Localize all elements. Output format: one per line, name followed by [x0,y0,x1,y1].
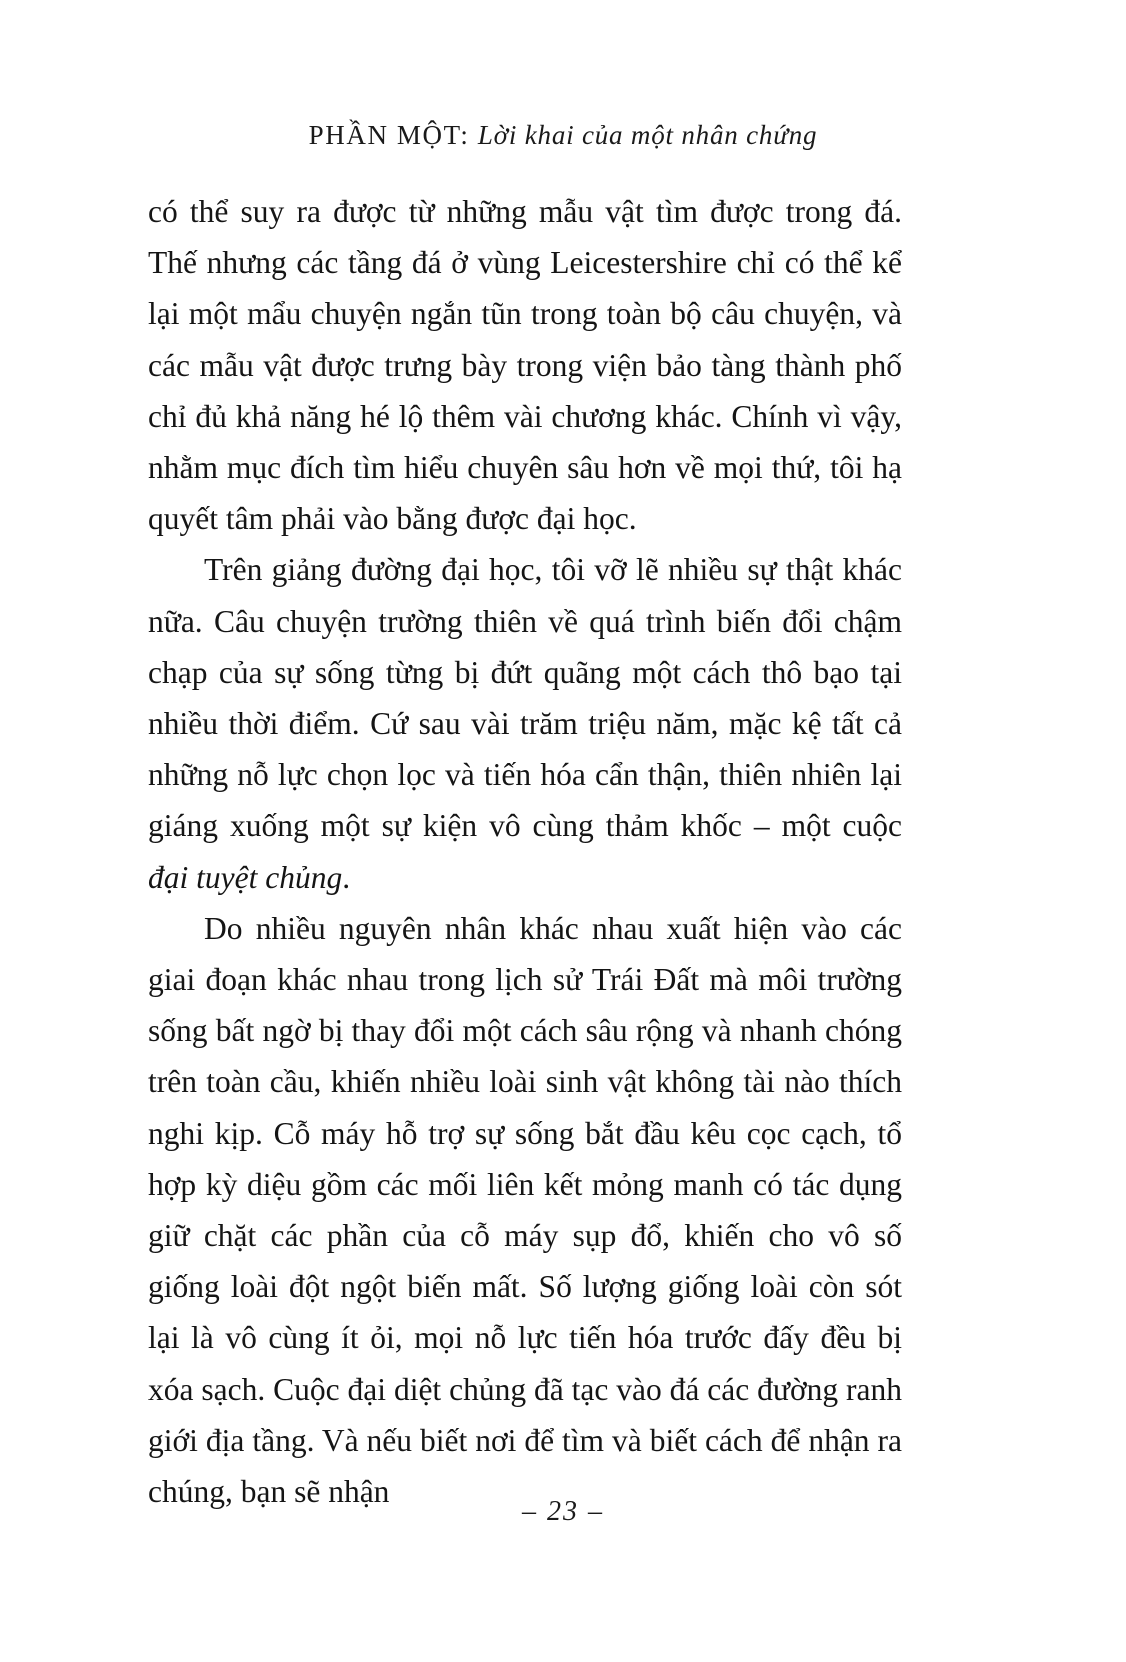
running-head-section-title: Lời khai của một nhân chứng [477,120,818,150]
running-head [0,118,1126,152]
running-head-part-label: PHẦN MỘT: [308,120,470,150]
paragraph-2-emphasis-dai-tuyet-chung: đại tuyệt chủng [148,859,343,895]
paragraph-3-run-1: Do nhiều nguyên nhân khác nhau xuất hiện vào các giai đoạn khác nhau trong lịch sử Trái Đất mà môi trường sống bất ngờ bị thay đổi một cách sâu rộng và nhanh chóng trên toàn cầu, khiến nhiều loài sinh vật không tài nào thích nghi kịp. Cỗ máy hỗ trợ sự sống bắt đầu kêu cọc cạch, tổ hợp kỳ diệu gồm các mối liên kết mỏng manh có tác dụng giữ chặt các phần của cỗ máy sụp đổ, khiến cho vô số giống loài đột ngột biến mất. Số lượng giống loài còn sót lại là vô cùng ít ỏi, mọi nỗ lực tiến hóa trước đấy đều bị xóa sạch. Cuộc đại diệt chủng đã tạc vào đá các đường ranh giới địa tầng. Và nếu biết nơi để tìm và biết cách để nhận ra chúng, bạn sẽ nhận [148,910,902,1510]
body-text-block [148,186,902,1517]
paragraph-2 [148,544,902,902]
paragraph-2-run-3: . [342,859,351,895]
paragraph-3 [148,903,902,1517]
paragraph-2-run-1: Trên giảng đường đại học, tôi vỡ lẽ nhiều sự thật khác nữa. Câu chuyện trường thiên về quá trình biến đổi chậm chạp của sự sống từng bị đứt quãng một cách thô bạo tại nhiều thời điểm. Cứ sau vài trăm triệu năm, mặc kệ tất cả những nỗ lực chọn lọc và tiến hóa cẩn thận, thiên nhiên lại giáng xuống một sự kiện vô cùng thảm khốc – một cuộc [148,552,902,844]
paragraph-1-run-1: có thể suy ra được từ những mẫu vật tìm được trong đá. Thế nhưng các tầng đá ở vùng Leicestershire chỉ có thể kể lại một mẩu chuyện ngắn tũn trong toàn bộ câu chuyện, và các mẫu vật được trưng bày trong viện bảo tàng thành phố chỉ đủ khả năng hé lộ thêm vài chương khác. Chính vì vậy, nhằm mục đích tìm hiểu chuyên sâu hơn về mọi thứ, tôi hạ quyết tâm phải vào bằng được đại học. [148,194,902,537]
running-head-space [470,120,478,150]
page-number-folio: – 23 – [522,1496,604,1527]
paragraph-1 [148,186,902,544]
